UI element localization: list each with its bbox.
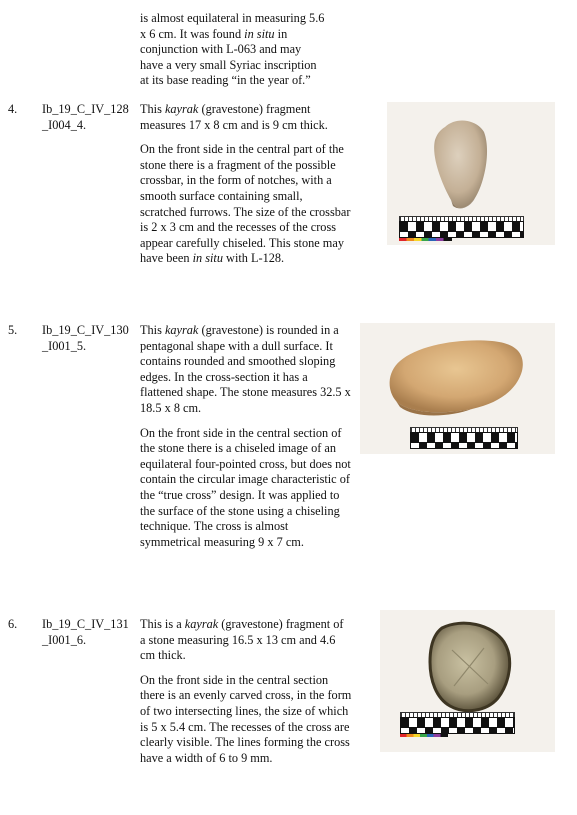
- entry-number: 4.: [8, 102, 18, 116]
- text: On the front side in the central section of the stone there is a chiseled image of an equilateral four-pointed cross, but does not contain the circular image characteristic of the “true cross” design. It was applied to the surface of the stone using a chiseling technique. The cross is almost symmetrical measuring 9 x 7 cm.: [140, 425, 351, 549]
- entry-catalog-id: Ib_19_C_IV_131_I001_6.: [42, 617, 129, 647]
- entry-paragraph: [140, 102, 352, 133]
- emphasis: kayrak: [164, 102, 199, 116]
- entry-paragraph: [140, 673, 352, 767]
- intro-line: have a very small Syriac inscription: [140, 57, 317, 72]
- intro-line: in: [274, 26, 288, 41]
- stone-photo-icon: [360, 323, 555, 454]
- emphasis: in situ: [192, 251, 223, 266]
- entry-paragraph: [140, 142, 352, 267]
- entry-number: 6.: [8, 617, 18, 631]
- entry-paragraph: [140, 617, 352, 664]
- text: This is a: [140, 617, 185, 631]
- text: This: [140, 323, 165, 337]
- intro-line: conjunction with L-063 and may: [140, 42, 302, 57]
- text: On the front side in the central part of the stone there is a fragment of the possible crossbar, in the form of notches, with a smooth surface containing small, scratched furrows. The size of the crossbar is 2 x 3 cm and the recesses of the cross appear carefully chiseled. This stone may have been: [140, 142, 351, 266]
- entry-paragraph: [140, 426, 352, 551]
- entry-catalog-id: Ib_19_C_IV_128_I004_4.: [42, 102, 129, 132]
- entry-description: [140, 102, 352, 267]
- text: (gravestone) fragment measures 17 x 8 cm and is 9 cm thick.: [140, 102, 328, 132]
- entry-description: [140, 617, 352, 766]
- measurement-scale-icon: [399, 216, 524, 238]
- entry-number: 5.: [8, 323, 18, 337]
- text: This: [140, 102, 165, 116]
- stone-photo-icon: [380, 610, 555, 752]
- intro-paragraph: [140, 11, 352, 89]
- stone-photo-icon: [387, 102, 555, 245]
- text: (gravestone) fragment of a stone measuring 16.5 x 13 cm and 4.6 cm thick.: [140, 617, 344, 663]
- text: On the front side in the central section there is an evenly carved cross, in the form of two intersecting lines, the size of which is 5 x 5.4 cm. The recesses of the cross are clearly visible. The lines forming the cross have a width of 6 to 9 mm.: [140, 672, 352, 765]
- measurement-scale-icon: [400, 712, 515, 734]
- intro-line: is almost equilateral in measuring 5.6: [140, 11, 325, 25]
- entry-catalog-id: Ib_19_C_IV_130_I001_5.: [42, 323, 129, 353]
- intro-line: x 6 cm. It was found: [140, 26, 245, 41]
- entry-description: [140, 323, 352, 550]
- measurement-scale-icon: [410, 427, 518, 449]
- text: (gravestone) is rounded in a pentagonal shape with a dull surface. It contains rounded and smoothed sloping edges. In the cross-section it has a flattened shape. The stone measures 32.5 x 18.5 x 8 cm.: [140, 323, 351, 415]
- entry-paragraph: [140, 323, 352, 417]
- intro-emphasis: in situ: [244, 26, 275, 41]
- text: with L-128.: [222, 251, 285, 266]
- intro-line: at its base reading “in the year of.”: [140, 73, 311, 88]
- emphasis: kayrak: [184, 617, 219, 631]
- emphasis: kayrak: [164, 323, 199, 337]
